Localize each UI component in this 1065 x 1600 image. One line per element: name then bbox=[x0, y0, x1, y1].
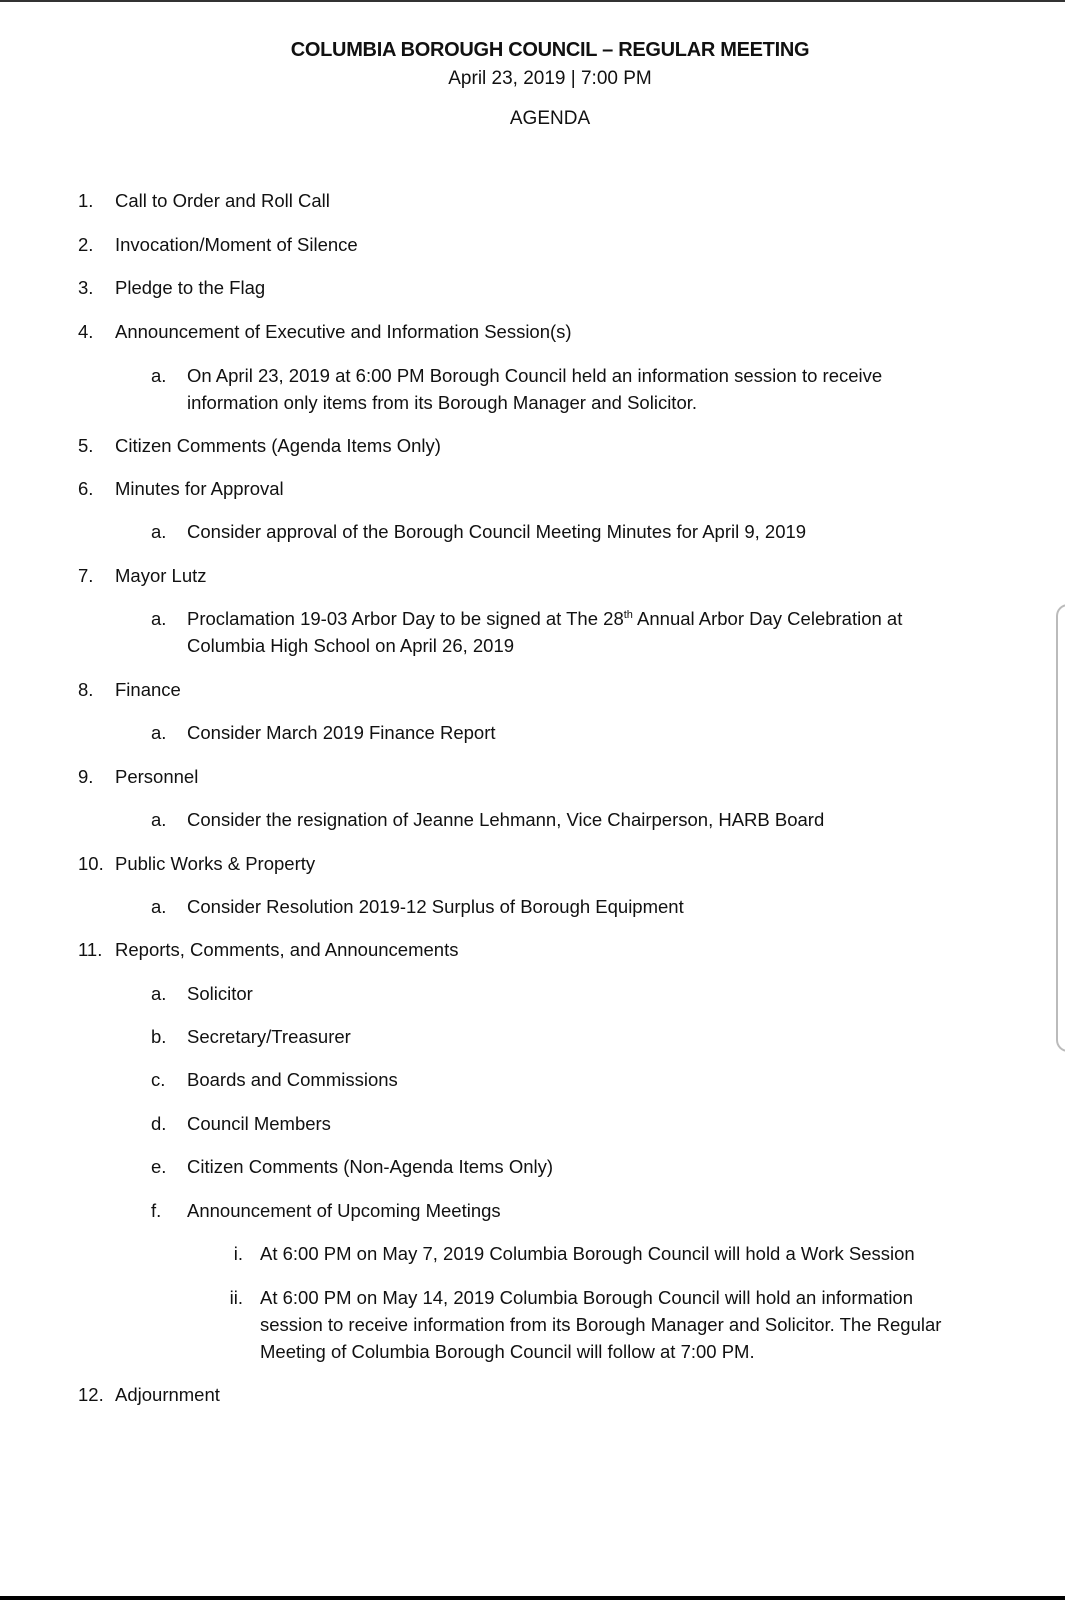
agenda-item bbox=[0, 475, 1065, 502]
item-text-line: Boards and Commissions bbox=[187, 1069, 398, 1090]
agenda-item bbox=[0, 806, 1065, 833]
item-marker: 3. bbox=[78, 277, 94, 298]
item-text bbox=[260, 1311, 941, 1338]
item-marker: f. bbox=[151, 1200, 162, 1221]
item-text-line: Consider Resolution 2019-12 Surplus of Borough Equipment bbox=[187, 896, 684, 917]
agenda-item bbox=[0, 719, 1065, 746]
item-text-line: At 6:00 PM on May 14, 2019 Columbia Borough Council will hold an information bbox=[260, 1287, 914, 1308]
agenda-item bbox=[0, 605, 1065, 659]
item-marker: a. bbox=[151, 896, 167, 917]
item-marker: a. bbox=[151, 365, 167, 386]
agenda-item bbox=[0, 1023, 1065, 1050]
item-marker: c. bbox=[151, 1069, 166, 1090]
item-marker: 5. bbox=[78, 435, 94, 456]
item-text bbox=[115, 231, 358, 258]
item-text-line: Personnel bbox=[115, 766, 199, 787]
item-text bbox=[260, 1240, 915, 1267]
agenda-item bbox=[0, 1381, 1065, 1408]
item-marker: a. bbox=[151, 608, 167, 629]
item-text bbox=[115, 850, 315, 877]
superscript: th bbox=[623, 608, 633, 621]
item-text bbox=[115, 318, 572, 345]
item-marker: d. bbox=[151, 1113, 167, 1134]
agenda-item bbox=[0, 1110, 1065, 1137]
item-text bbox=[115, 1381, 220, 1408]
item-text-line: Annual Arbor Day Celebration at bbox=[632, 608, 903, 629]
item-text-line: Proclamation 19-03 Arbor Day to be signed at The 28 bbox=[187, 608, 624, 629]
item-text bbox=[187, 1066, 398, 1093]
item-marker: 8. bbox=[78, 679, 94, 700]
agenda-item bbox=[0, 231, 1065, 258]
item-marker: 12. bbox=[78, 1384, 104, 1405]
item-text-line: information only items from its Borough Manager and Solicitor. bbox=[187, 392, 698, 413]
item-text bbox=[187, 389, 697, 416]
item-text-line: Reports, Comments, and Announcements bbox=[115, 939, 459, 960]
agenda-item bbox=[0, 187, 1065, 214]
agenda-item bbox=[0, 274, 1065, 301]
item-text bbox=[115, 432, 441, 459]
agenda-item bbox=[0, 980, 1065, 1007]
item-text-line: Meeting of Columbia Borough Council will follow at 7:00 PM. bbox=[260, 1341, 755, 1362]
item-marker: 9. bbox=[78, 766, 94, 787]
item-text bbox=[187, 719, 496, 746]
item-text bbox=[187, 518, 806, 545]
item-text-line: Consider March 2019 Finance Report bbox=[187, 722, 496, 743]
item-marker: ii. bbox=[229, 1287, 243, 1308]
item-marker: 10. bbox=[78, 853, 104, 874]
agenda-item bbox=[0, 432, 1065, 459]
item-text-line: Adjournment bbox=[115, 1384, 220, 1405]
item-text-line: Minutes for Approval bbox=[115, 478, 284, 499]
item-text-line: Finance bbox=[115, 679, 181, 700]
item-text-line: Mayor Lutz bbox=[115, 565, 207, 586]
item-text bbox=[187, 893, 684, 920]
item-text bbox=[187, 1153, 553, 1180]
item-text-line: Solicitor bbox=[187, 983, 253, 1004]
item-text bbox=[260, 1284, 913, 1311]
item-text-line: Council Members bbox=[187, 1113, 331, 1134]
agenda-heading: AGENDA bbox=[509, 108, 591, 129]
scroll-handle[interactable] bbox=[1056, 604, 1065, 1052]
item-text-line: Announcement of Upcoming Meetings bbox=[187, 1200, 501, 1221]
item-marker: e. bbox=[151, 1156, 167, 1177]
agenda-item bbox=[0, 318, 1065, 345]
item-marker: 6. bbox=[78, 478, 94, 499]
bottom-border bbox=[0, 1596, 1065, 1600]
item-text-line: Secretary/Treasurer bbox=[187, 1026, 351, 1047]
agenda-item bbox=[0, 518, 1065, 545]
item-marker: i. bbox=[233, 1243, 243, 1264]
item-marker: 7. bbox=[78, 565, 94, 586]
item-text bbox=[187, 1197, 501, 1224]
agenda-item bbox=[0, 1066, 1065, 1093]
item-text-line: session to receive information from its Borough Manager and Solicitor. The Regular bbox=[260, 1314, 942, 1335]
item-marker: a. bbox=[151, 809, 167, 830]
item-marker: a. bbox=[151, 521, 167, 542]
item-text bbox=[187, 605, 902, 632]
item-text bbox=[115, 763, 198, 790]
agenda-item bbox=[0, 893, 1065, 920]
item-marker: a. bbox=[151, 722, 167, 743]
agenda-item bbox=[0, 562, 1065, 589]
meeting-date: April 23, 2019 | 7:00 PM bbox=[448, 68, 652, 89]
item-text bbox=[187, 806, 824, 833]
agenda-item bbox=[0, 1197, 1065, 1224]
agenda-item bbox=[0, 936, 1065, 963]
item-marker: 1. bbox=[78, 190, 94, 211]
item-text-line: Citizen Comments (Agenda Items Only) bbox=[115, 435, 441, 456]
item-text-line: On April 23, 2019 at 6:00 PM Borough Council held an information session to receive bbox=[187, 365, 883, 386]
item-text bbox=[115, 475, 284, 502]
item-text bbox=[260, 1338, 755, 1365]
item-text bbox=[115, 274, 265, 301]
item-text bbox=[115, 562, 207, 589]
item-text-line: Invocation/Moment of Silence bbox=[115, 234, 358, 255]
item-text bbox=[187, 362, 882, 389]
item-marker: 4. bbox=[78, 321, 94, 342]
item-text-line: Consider approval of the Borough Council Meeting Minutes for April 9, 2019 bbox=[187, 521, 807, 542]
item-text-line: Pledge to the Flag bbox=[115, 277, 266, 298]
item-text bbox=[187, 980, 253, 1007]
item-text bbox=[115, 936, 458, 963]
item-marker: 11. bbox=[78, 939, 103, 960]
item-text-line: Consider the resignation of Jeanne Lehmann, Vice Chairperson, HARB Board bbox=[187, 809, 825, 830]
item-text bbox=[187, 1110, 331, 1137]
agenda-item bbox=[0, 362, 1065, 416]
agenda-item bbox=[0, 1153, 1065, 1180]
item-text-line: Public Works & Property bbox=[115, 853, 316, 874]
item-text bbox=[187, 632, 514, 659]
item-text-line: Citizen Comments (Non-Agenda Items Only) bbox=[187, 1156, 554, 1177]
document-title: COLUMBIA BOROUGH COUNCIL – REGULAR MEETING bbox=[290, 39, 810, 61]
top-border bbox=[0, 0, 1065, 2]
item-marker: b. bbox=[151, 1026, 167, 1047]
item-text-line: Call to Order and Roll Call bbox=[115, 190, 330, 211]
agenda-item bbox=[0, 850, 1065, 877]
item-text-line: Announcement of Executive and Information Session(s) bbox=[115, 321, 572, 342]
item-text bbox=[115, 676, 181, 703]
item-text bbox=[115, 187, 330, 214]
item-text-line: At 6:00 PM on May 7, 2019 Columbia Borough Council will hold a Work Session bbox=[260, 1243, 915, 1264]
agenda-item bbox=[0, 1284, 1065, 1365]
item-marker: 2. bbox=[78, 234, 94, 255]
agenda-item bbox=[0, 676, 1065, 703]
item-text-line: Columbia High School on April 26, 2019 bbox=[187, 635, 515, 656]
item-text bbox=[187, 1023, 351, 1050]
agenda-item bbox=[0, 763, 1065, 790]
agenda-item bbox=[0, 1240, 1065, 1267]
item-marker: a. bbox=[151, 983, 167, 1004]
